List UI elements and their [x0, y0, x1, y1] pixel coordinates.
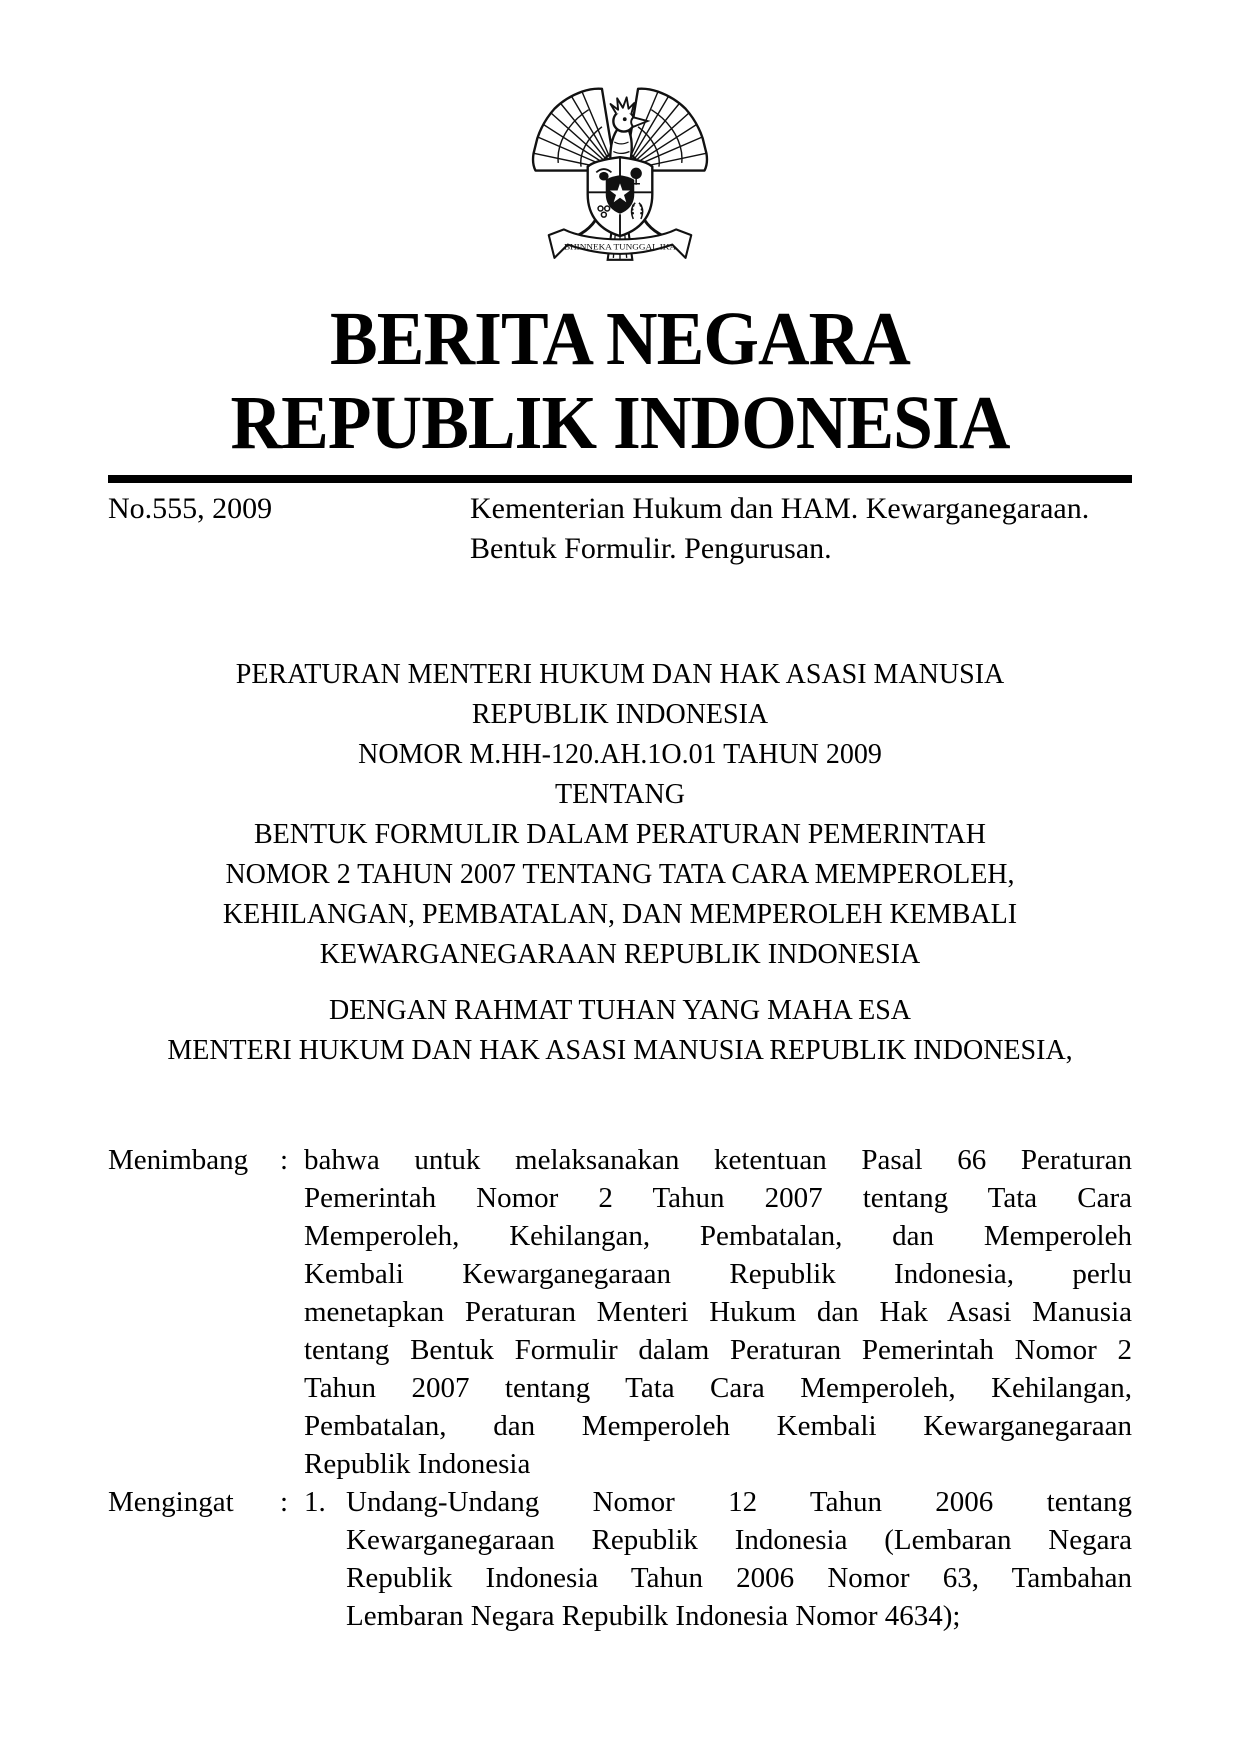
issue-subject — [470, 489, 1132, 569]
masthead-title-line-2: REPUBLIK INDONESIA — [230, 381, 1010, 465]
menimbang-line: Pembatalan, dan Memperoleh Kembali Kewarganegaraan — [304, 1410, 1132, 1442]
mengingat-item-text — [346, 1483, 1132, 1635]
heading-line-5: BENTUK FORMULIR DALAM PERATURAN PEMERINTAH — [253, 819, 986, 850]
masthead-title — [139, 297, 1102, 465]
invocation-line: DENGAN RAHMAT TUHAN YANG MAHA ESA — [328, 995, 912, 1026]
right-wing-icon — [625, 89, 707, 171]
heading-line-6: NOMOR 2 TAHUN 2007 TENTANG TATA CARA MEMPEROLEH, — [225, 859, 1015, 890]
heading-line-2: REPUBLIK INDONESIA — [471, 699, 769, 730]
garuda-emblem-drawing — [522, 85, 718, 275]
emblem-motto: BHINNEKA TUNGGAL IKA — [563, 242, 677, 252]
heading-line-1: PERATURAN MENTERI HUKUM DAN HAK ASASI MANUSIA — [235, 659, 1005, 690]
issue-subject-line-1: Kementerian Hukum dan HAM. Kewarganegaraan. — [470, 492, 1090, 525]
regulation-heading — [108, 655, 1132, 1071]
issue-subject-line-2: Bentuk Formulir. Pengurusan. — [470, 532, 832, 565]
mengingat-colon: : — [280, 1486, 289, 1518]
menimbang-line: Tahun 2007 tentang Tata Cara Memperoleh, Kehilangan, — [304, 1372, 1132, 1404]
mengingat-line: Kewarganegaraan Republik Indonesia (Lembaran Negara — [346, 1524, 1132, 1556]
issue-number: No.555, 2009 — [108, 492, 273, 525]
mengingat-line: Republik Indonesia Tahun 2006 Nomor 63, Tambahan — [346, 1562, 1132, 1594]
menimbang-line: Republik Indonesia — [304, 1448, 531, 1480]
preamble — [108, 1141, 1132, 1635]
left-wing-icon — [533, 89, 615, 171]
menimbang-line: bahwa untuk melaksanakan ketentuan Pasal 66 Peraturan — [304, 1144, 1132, 1176]
menimbang-line: Kembali Kewarganegaraan Republik Indonesia, perlu — [304, 1258, 1132, 1290]
mengingat-item-number: 1. — [304, 1486, 326, 1518]
menimbang-text — [304, 1141, 1132, 1483]
menimbang-line: Pemerintah Nomor 2 Tahun 2007 tentang Tata Cara — [304, 1182, 1132, 1214]
heading-line-3: NOMOR M.HH-120.AH.1O.01 TAHUN 2009 — [358, 739, 882, 770]
authority-line: MENTERI HUKUM DAN HAK ASASI MANUSIA REPUBLIK INDONESIA, — [167, 1035, 1073, 1066]
masthead-title-line-1: BERITA NEGARA — [330, 297, 910, 381]
heading-line-7: KEHILANGAN, PEMBATALAN, DAN MEMPEROLEH KEMBALI — [222, 899, 1018, 930]
garuda-pancasila-emblem — [522, 85, 718, 275]
menimbang-label: Menimbang — [108, 1144, 249, 1176]
heading-line-4: TENTANG — [555, 779, 685, 810]
mengingat-line: Lembaran Negara Repubilk Indonesia Nomor 4634); — [346, 1600, 961, 1632]
mengingat-label: Mengingat — [108, 1486, 234, 1518]
menimbang-colon: : — [280, 1144, 289, 1176]
mengingat-clause — [108, 1483, 1132, 1635]
mengingat-line: Undang-Undang Nomor 12 Tahun 2006 tentang — [346, 1486, 1132, 1518]
mengingat-item-1 — [304, 1483, 1132, 1635]
menimbang-clause — [108, 1141, 1132, 1483]
menimbang-line: Memperoleh, Kehilangan, Pembatalan, dan Memperoleh — [304, 1220, 1132, 1252]
heading-line-8: KEWARGANEGARAAN REPUBLIK INDONESIA — [319, 939, 921, 970]
menimbang-line: menetapkan Peraturan Menteri Hukum dan Hak Asasi Manusia — [304, 1296, 1132, 1328]
menimbang-line: tentang Bentuk Formulir dalam Peraturan Pemerintah Nomor 2 — [304, 1334, 1132, 1366]
pancasila-shield-icon — [588, 157, 653, 236]
masthead-rule — [108, 475, 1132, 483]
issue-row — [108, 489, 1132, 569]
